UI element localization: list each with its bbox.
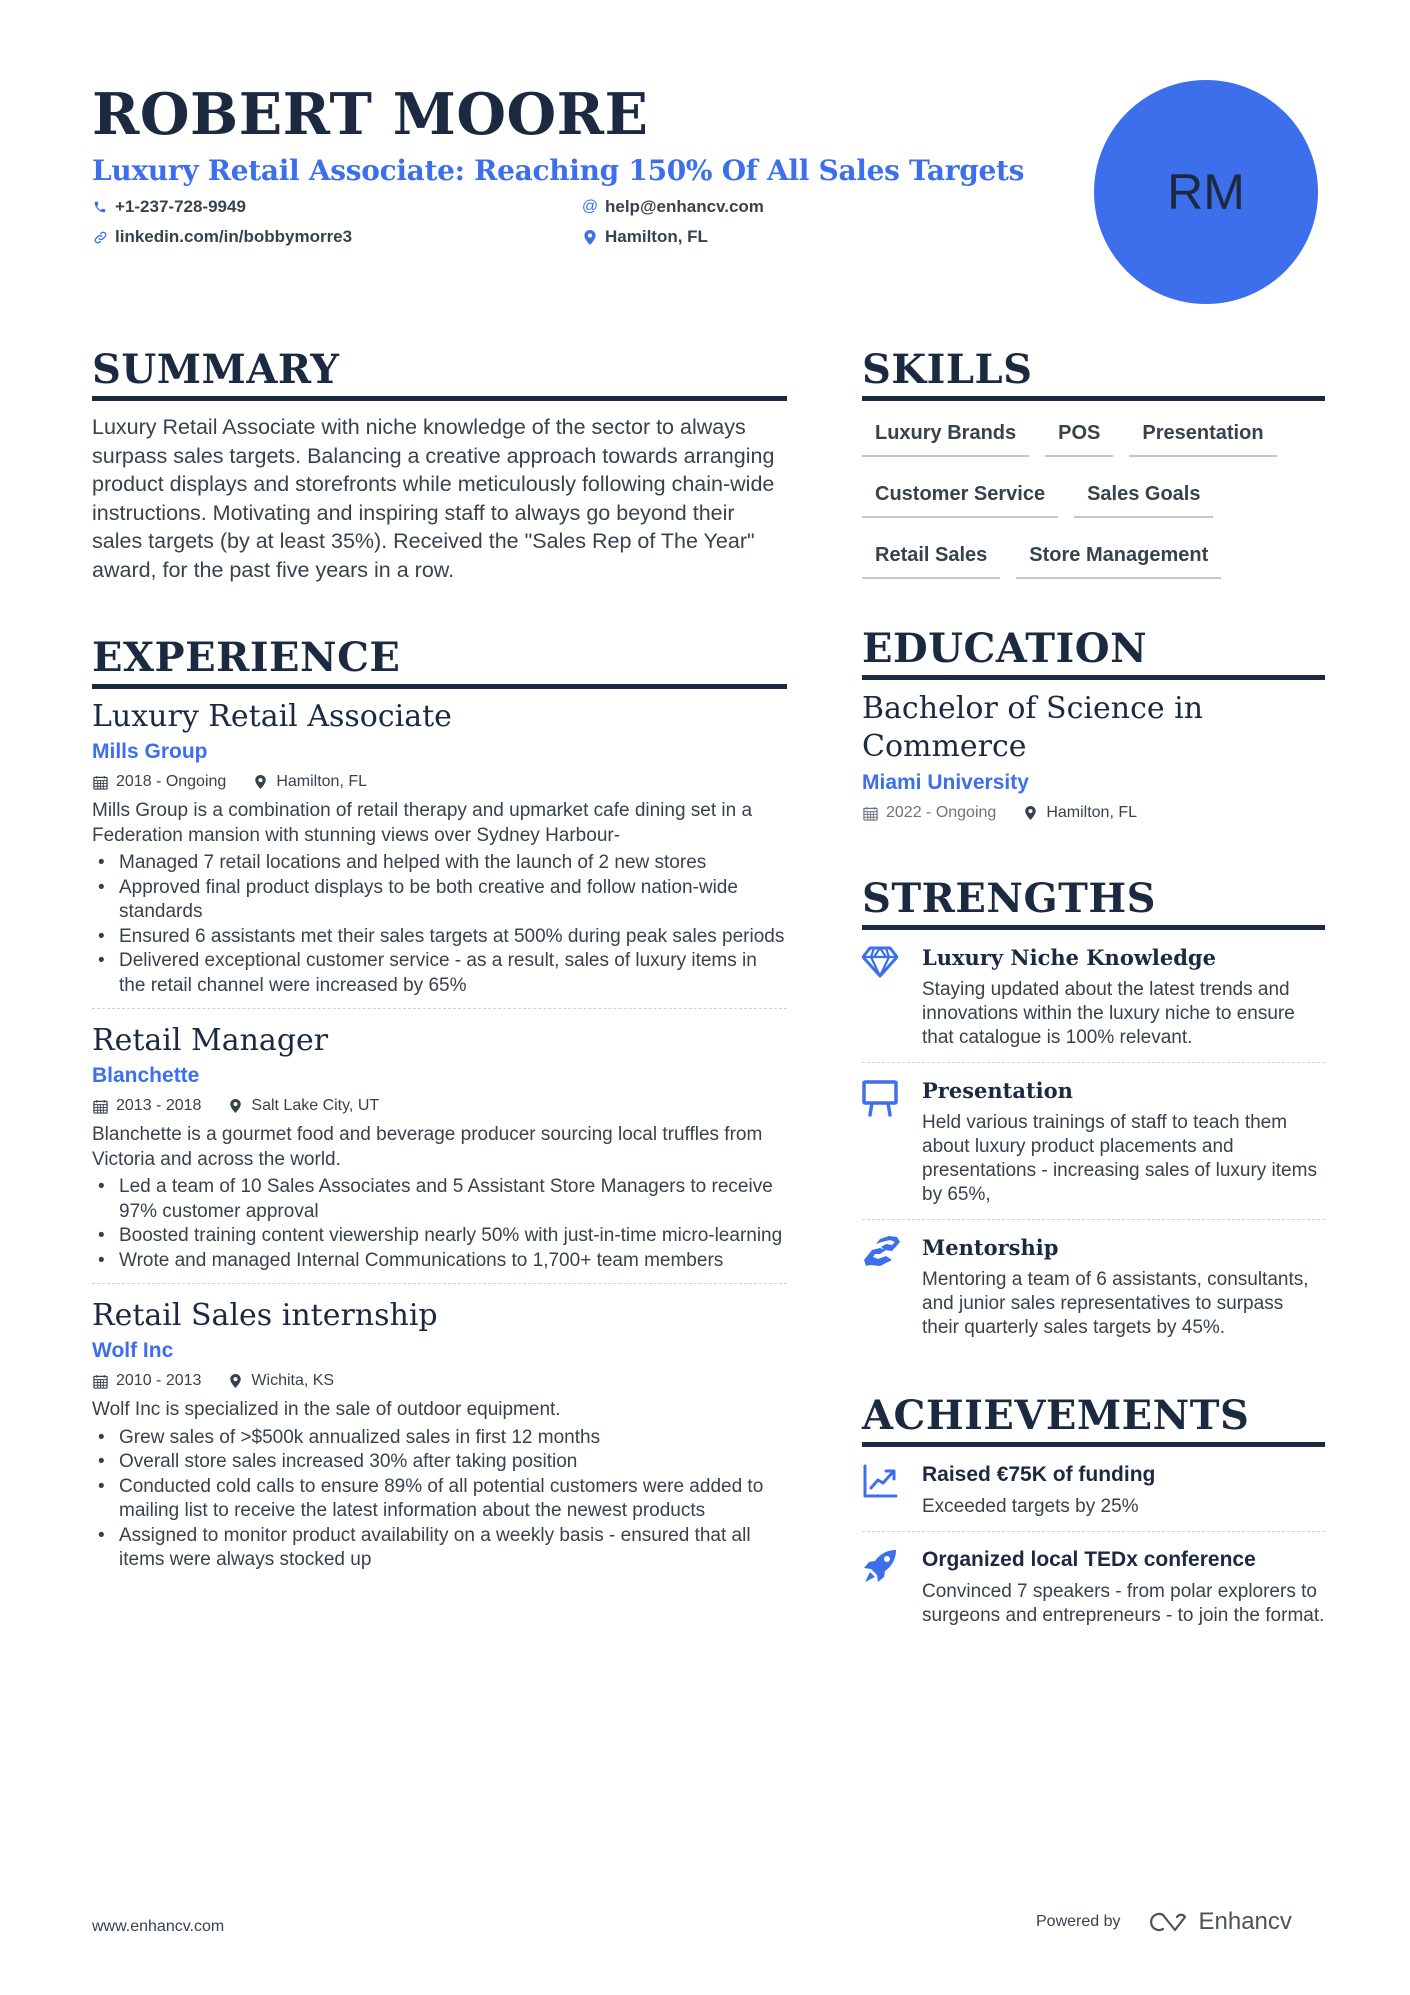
map-pin-icon xyxy=(227,1373,243,1389)
bullet-item: • Grew sales of >$500k annualized sales in first 12 months xyxy=(92,1426,787,1451)
section-title-achievements: ACHIEVEMENTS xyxy=(862,1392,1325,1447)
bullet-item: • Led a team of 10 Sales Associates and 5 Assistant Store Managers to receive 97% customer approval xyxy=(92,1175,787,1224)
bullet-item: • Conducted cold calls to ensure 89% of all potential customers were added to mailing list to receive the latest information about the newest products xyxy=(92,1475,787,1524)
strength-item xyxy=(862,1063,1325,1220)
calendar-icon xyxy=(92,1373,108,1389)
resume-header xyxy=(92,80,1052,248)
strength-item xyxy=(862,930,1325,1063)
education-dates: 2022 - Ongoing xyxy=(886,804,997,821)
strength-title: Presentation xyxy=(922,1078,1073,1103)
candidate-name: ROBERT MOORE xyxy=(92,81,649,148)
job-meta xyxy=(92,1369,787,1393)
section-title-summary: SUMMARY xyxy=(92,346,787,401)
skill-tag: Presentation xyxy=(1129,413,1276,457)
job-title: Luxury Retail Associate xyxy=(92,699,452,734)
strength-description: Mentoring a team of 6 assistants, consultants, and junior sales representatives to surpass their quarterly sales targets by 45%. xyxy=(922,1269,1309,1338)
strengths-section xyxy=(862,875,1325,1352)
education-meta xyxy=(862,801,1325,825)
school-name: Miami University xyxy=(862,771,1029,794)
bullet-item: • Assigned to monitor product availability on a weekly basis - ensured that all items were always stocked up xyxy=(92,1524,787,1573)
job-meta xyxy=(92,770,787,794)
achievement-title: Raised €75K of funding xyxy=(922,1463,1156,1486)
achievement-description: Convinced 7 speakers - from polar explorers to surgeons and entrepreneurs - to join the format. xyxy=(922,1581,1325,1626)
job-bullets xyxy=(92,1426,787,1573)
job-title: Retail Manager xyxy=(92,1023,329,1058)
achievement-description: Exceeded targets by 25% xyxy=(922,1496,1139,1517)
phone-icon xyxy=(92,199,108,215)
summary-section xyxy=(92,346,787,584)
job-location: Salt Lake City, UT xyxy=(251,1097,380,1114)
strength-item xyxy=(862,1220,1325,1352)
strength-description: Staying updated about the latest trends and innovations within the luxury niche to ensure that catalogue is 100% relevant. xyxy=(922,979,1295,1048)
skills-list xyxy=(862,413,1325,579)
contact-info xyxy=(92,196,1052,248)
skill-tag: POS xyxy=(1045,413,1113,457)
bullet-item: • Boosted training content viewership nearly 50% with just-in-time micro-learning xyxy=(92,1224,787,1249)
strength-title: Mentorship xyxy=(922,1235,1059,1260)
skill-tag: Sales Goals xyxy=(1074,474,1213,518)
job-bullets xyxy=(92,1175,787,1273)
skill-tag: Luxury Brands xyxy=(862,413,1029,457)
job-entry xyxy=(92,697,787,1009)
education-location: Hamilton, FL xyxy=(1046,804,1138,821)
bullet-item: • Ensured 6 assistants met their sales targets at 500% during peak sales periods xyxy=(92,925,787,950)
job-title: Retail Sales internship xyxy=(92,1298,438,1333)
skill-tag: Customer Service xyxy=(862,474,1058,518)
right-column xyxy=(862,346,1325,1640)
contact-linkedin[interactable]: linkedin.com/in/bobbymorre3 xyxy=(92,226,582,248)
rocket-icon xyxy=(862,1546,922,1628)
footer-branding xyxy=(1036,1908,1292,1936)
achievement-title: Organized local TEDx conference xyxy=(922,1548,1256,1571)
skill-tag: Store Management xyxy=(1016,535,1221,579)
company-description: Mills Group is a combination of retail therapy and upmarket cafe dining set in a Federation mansion with stunning views over Sydney Harbour- xyxy=(92,800,753,846)
achievement-item xyxy=(862,1447,1325,1532)
brand-name: Enhancv xyxy=(1198,1908,1292,1935)
calendar-icon xyxy=(92,1098,108,1114)
company-name: Mills Group xyxy=(92,740,208,763)
company-name: Blanchette xyxy=(92,1064,200,1087)
strength-description: Held various trainings of staff to teach them about luxury product placements and presentations - increasing sales of luxury items by 65%, xyxy=(922,1112,1317,1205)
bullet-item: • Wrote and managed Internal Communications to 1,700+ team members xyxy=(92,1249,787,1274)
diamond-icon xyxy=(862,944,922,1050)
handshake-icon xyxy=(862,1234,922,1340)
company-description: Wolf Inc is specialized in the sale of outdoor equipment. xyxy=(92,1399,561,1420)
chart-line-icon xyxy=(862,1461,922,1519)
contact-phone[interactable]: +1-237-728-9949 xyxy=(92,196,582,218)
experience-section xyxy=(92,634,787,1583)
bullet-item: • Managed 7 retail locations and helped with the launch of 2 new stores xyxy=(92,851,787,876)
calendar-icon xyxy=(862,805,878,821)
enhancv-logo-icon xyxy=(1149,1910,1189,1934)
contact-email[interactable]: @ help@enhancv.com xyxy=(581,197,764,216)
job-entry xyxy=(92,1021,787,1284)
summary-text: Luxury Retail Associate with niche knowledge of the sector to always surpass sales targets. Balancing a creative approach towards arranging product displays and storefronts while meticulously following chain-wide instructions. Motivating and inspiring staff to always go beyond their sales targets (by at least 35%). Received the "Sales Rep of The Year" award, for the past five years in a row. xyxy=(92,415,775,582)
link-icon xyxy=(92,229,108,245)
bullet-item: • Approved final product displays to be both creative and follow nation-wide standards xyxy=(92,876,787,925)
map-pin-icon xyxy=(582,229,598,245)
company-description: Blanchette is a gourmet food and beverage producer sourcing local truffles from Victoria and across the world. xyxy=(92,1124,763,1170)
degree-title: Bachelor of Science in Commerce xyxy=(862,691,1204,764)
job-location: Hamilton, FL xyxy=(276,773,368,790)
avatar: RM xyxy=(1094,80,1318,304)
footer-website-link[interactable]: www.enhancv.com xyxy=(92,1918,225,1935)
achievement-item xyxy=(862,1532,1325,1640)
powered-by-label: Powered by xyxy=(1036,1913,1121,1930)
map-pin-icon xyxy=(252,774,268,790)
map-pin-icon xyxy=(1022,805,1038,821)
job-bullets xyxy=(92,851,787,998)
at-sign-icon: @ xyxy=(581,198,599,215)
job-location: Wichita, KS xyxy=(251,1372,335,1389)
left-column xyxy=(92,346,787,1595)
bullet-item: • Delivered exceptional customer service - as a result, sales of luxury items in the retail channel were increased by 65% xyxy=(92,949,787,998)
brand-logo[interactable] xyxy=(1149,1908,1292,1936)
map-pin-icon xyxy=(227,1098,243,1114)
bullet-item: • Overall store sales increased 30% after taking position xyxy=(92,1450,787,1475)
achievements-section xyxy=(862,1392,1325,1640)
skills-section xyxy=(862,346,1325,579)
section-title-education: EDUCATION xyxy=(862,625,1325,680)
job-dates: 2013 - 2018 xyxy=(116,1097,202,1114)
strength-title: Luxury Niche Knowledge xyxy=(922,945,1216,970)
calendar-icon xyxy=(92,774,108,790)
education-section xyxy=(862,625,1325,825)
job-dates: 2018 - Ongoing xyxy=(116,773,227,790)
job-entry xyxy=(92,1296,787,1583)
job-dates: 2010 - 2013 xyxy=(116,1372,202,1389)
section-title-skills: SKILLS xyxy=(862,346,1325,401)
job-meta xyxy=(92,1094,787,1118)
candidate-headline: Luxury Retail Associate: Reaching 150% Of All Sales Targets xyxy=(92,154,1025,187)
contact-location: Hamilton, FL xyxy=(582,226,982,248)
section-title-strengths: STRENGTHS xyxy=(862,875,1325,930)
presentation-easel-icon xyxy=(862,1077,922,1207)
section-title-experience: EXPERIENCE xyxy=(92,634,787,689)
skill-tag: Retail Sales xyxy=(862,535,1000,579)
company-name: Wolf Inc xyxy=(92,1339,174,1362)
